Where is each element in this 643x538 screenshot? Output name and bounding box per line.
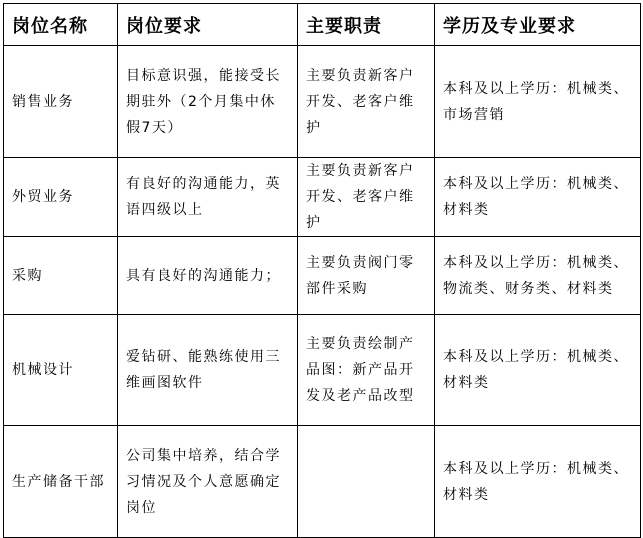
header-position-requirement: 岗位要求 — [118, 4, 298, 46]
cell-requirement: 公司集中培养，结合学习情况及个人意愿确定岗位 — [118, 426, 298, 538]
cell-requirement: 有良好的沟通能力，英语四级以上 — [118, 158, 298, 237]
cell-duty: 主要负责绘制产品图：新产品开发及老产品改型 — [298, 315, 435, 426]
header-row — [4, 4, 641, 46]
header-main-duties: 主要职责 — [298, 4, 435, 46]
cell-requirement: 目标意识强，能接受长期驻外（2个月集中休假7天） — [118, 46, 298, 158]
cell-education: 本科及以上学历：机械类、物流类、财务类、材料类 — [435, 237, 641, 315]
cell-education: 本科及以上学历：机械类、材料类 — [435, 315, 641, 426]
cell-requirement: 爱钻研、能熟练使用三维画图软件 — [118, 315, 298, 426]
header-position-name: 岗位名称 — [4, 4, 118, 46]
cell-duty: 主要负责阀门零部件采购 — [298, 237, 435, 315]
table-row — [4, 46, 641, 158]
cell-education: 本科及以上学历：机械类、市场营销 — [435, 46, 641, 158]
cell-position-name: 销售业务 — [4, 46, 118, 158]
cell-duty: 主要负责新客户开发、老客户维护 — [298, 46, 435, 158]
table-row — [4, 315, 641, 426]
table-row — [4, 237, 641, 315]
cell-position-name: 采购 — [4, 237, 118, 315]
cell-requirement: 具有良好的沟通能力； — [118, 237, 298, 315]
header-education-major: 学历及专业要求 — [435, 4, 641, 46]
cell-position-name: 生产储备干部 — [4, 426, 118, 538]
job-requirements-table — [3, 3, 641, 538]
cell-education: 本科及以上学历：机械类、材料类 — [435, 158, 641, 237]
cell-duty: 主要负责新客户开发、老客户维护 — [298, 158, 435, 237]
table-row — [4, 426, 641, 538]
cell-position-name: 机械设计 — [4, 315, 118, 426]
table-row — [4, 158, 641, 237]
cell-duty — [298, 426, 435, 538]
cell-position-name: 外贸业务 — [4, 158, 118, 237]
cell-education: 本科及以上学历：机械类、材料类 — [435, 426, 641, 538]
